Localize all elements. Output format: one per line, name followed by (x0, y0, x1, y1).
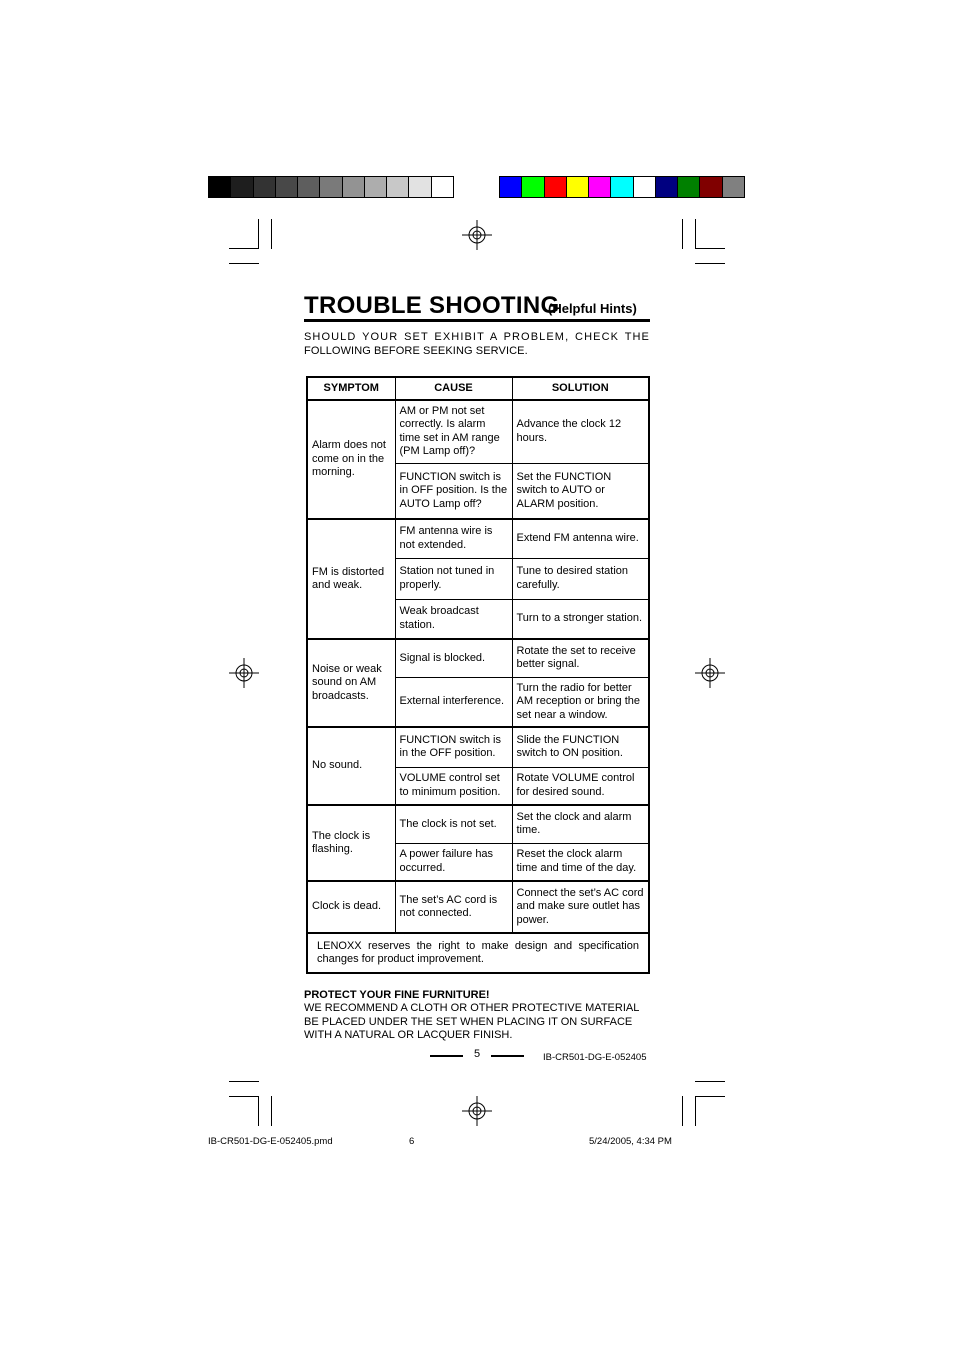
solution-cell: Connect the set’s AC cord and make sure outlet has power. (512, 881, 649, 933)
protect-body: WE RECOMMEND A CLOTH OR OTHER PROTECTIVE MATERIAL BE PLACED UNDER THE SET WHEN PLACING IT ON SURFACE WITH A NATURAL OR LACQUER FINISH. (304, 1002, 639, 1041)
crop-mark (271, 219, 272, 249)
cause-cell: The set’s AC cord is not connected. (395, 881, 512, 933)
intro-line: FOLLOWING BEFORE SEEKING SERVICE. (304, 344, 528, 357)
cause-cell: Weak broadcast station. (395, 599, 512, 639)
color-swatch (545, 177, 567, 197)
solution-cell: Advance the clock 12 hours. (512, 400, 649, 463)
crop-mark (682, 1096, 683, 1126)
solution-cell: Rotate VOLUME control for desired sound. (512, 767, 649, 805)
color-swatch (365, 177, 387, 197)
registration-mark-icon (229, 658, 259, 688)
color-swatch (298, 177, 320, 197)
crop-mark (258, 1096, 259, 1126)
solution-cell: Set the clock and alarm time. (512, 805, 649, 843)
footer-filename: IB-CR501-DG-E-052405.pmd (208, 1136, 333, 1147)
protect-heading: PROTECT YOUR FINE FURNITURE! (304, 989, 490, 1001)
color-swatch (500, 177, 522, 197)
cause-cell: FUNCTION switch is in OFF position. Is the AUTO Lamp off? (395, 463, 512, 519)
crop-mark (695, 1096, 696, 1126)
crop-mark (695, 1096, 725, 1097)
color-swatch (656, 177, 678, 197)
solution-cell: Set the FUNCTION switch to AUTO or ALARM position. (512, 463, 649, 519)
header-solution: SOLUTION (512, 377, 649, 400)
solution-cell: Extend FM antenna wire. (512, 519, 649, 558)
crop-mark (695, 248, 725, 249)
color-swatch (409, 177, 431, 197)
cause-cell: VOLUME control set to minimum position. (395, 767, 512, 805)
title-subtitle: (Helpful Hints) (548, 301, 637, 316)
intro-text (304, 331, 650, 358)
crop-mark (258, 219, 259, 249)
grayscale-bar (208, 176, 454, 198)
symptom-cell: The clock is flashing. (307, 805, 395, 881)
color-swatch (567, 177, 589, 197)
cause-cell: FM antenna wire is not extended. (395, 519, 512, 558)
registration-mark-icon (462, 1096, 492, 1126)
crop-mark (682, 219, 683, 249)
symptom-cell: Noise or weak sound on AM broadcasts. (307, 639, 395, 727)
color-swatch (231, 177, 253, 197)
table-row (307, 805, 649, 843)
crop-mark (695, 1081, 725, 1082)
cause-cell: A power failure has occurred. (395, 843, 512, 881)
table-notice-row (307, 933, 649, 973)
color-swatch (723, 177, 744, 197)
solution-cell: Turn the radio for better AM reception or bring the set near a window. (512, 677, 649, 727)
color-swatch (343, 177, 365, 197)
cause-cell: AM or PM not set correctly. Is alarm time set in AM range (PM Lamp off)? (395, 400, 512, 463)
color-swatch (678, 177, 700, 197)
notice-cell: LENOXX reserves the right to make design and specification changes for product improvement. (307, 933, 649, 973)
registration-mark-icon (695, 658, 725, 688)
color-swatch (276, 177, 298, 197)
title-main: TROUBLE SHOOTING (304, 292, 560, 319)
crop-mark (229, 1096, 259, 1097)
cause-cell: The clock is not set. (395, 805, 512, 843)
page-title (304, 292, 650, 322)
color-swatch (320, 177, 342, 197)
table-row (307, 727, 649, 767)
cause-cell: Station not tuned in properly. (395, 558, 512, 599)
symptom-cell: Clock is dead. (307, 881, 395, 933)
cause-cell: Signal is blocked. (395, 639, 512, 677)
page-number: 5 (473, 1048, 481, 1060)
crop-mark (229, 263, 259, 264)
solution-cell: Tune to desired station carefully. (512, 558, 649, 599)
cause-cell: External interference. (395, 677, 512, 727)
header-cause: CAUSE (395, 377, 512, 400)
intro-line: SHOULD YOUR SET EXHIBIT A PROBLEM, CHECK THE (304, 331, 650, 343)
solution-cell: Rotate the set to receive better signal. (512, 639, 649, 677)
protect-section (304, 989, 650, 1042)
crop-mark (271, 1096, 272, 1126)
crop-mark (229, 1081, 259, 1082)
symptom-cell: Alarm does not come on in the morning. (307, 400, 395, 519)
symptom-cell: No sound. (307, 727, 395, 805)
color-swatch (589, 177, 611, 197)
footer-page: 6 (409, 1136, 415, 1147)
color-swatch (432, 177, 453, 197)
footer-datetime: 5/24/2005, 4:34 PM (589, 1136, 672, 1147)
color-swatch (634, 177, 656, 197)
solution-cell: Reset the clock alarm time and time of the day. (512, 843, 649, 881)
page-number-rule (491, 1055, 524, 1057)
table-row (307, 400, 649, 463)
color-swatch (522, 177, 544, 197)
crop-mark (229, 248, 259, 249)
cause-cell: FUNCTION switch is in the OFF position. (395, 727, 512, 767)
color-bar (499, 176, 745, 198)
solution-cell: Turn to a stronger station. (512, 599, 649, 639)
troubleshooting-table (306, 376, 650, 974)
document-id: IB-CR501-DG-E-052405 (543, 1052, 647, 1063)
color-swatch (387, 177, 409, 197)
header-symptom: SYMPTOM (307, 377, 395, 400)
registration-mark-icon (462, 220, 492, 250)
color-swatch (700, 177, 722, 197)
color-swatch (209, 177, 231, 197)
symptom-cell: FM is distorted and weak. (307, 519, 395, 639)
solution-cell: Slide the FUNCTION switch to ON position. (512, 727, 649, 767)
table-row (307, 881, 649, 933)
table-header-row (307, 377, 649, 400)
table-row (307, 519, 649, 558)
color-swatch (611, 177, 633, 197)
crop-mark (695, 219, 696, 249)
table-row (307, 639, 649, 677)
crop-mark (695, 263, 725, 264)
color-swatch (254, 177, 276, 197)
page-number-rule (430, 1055, 463, 1057)
